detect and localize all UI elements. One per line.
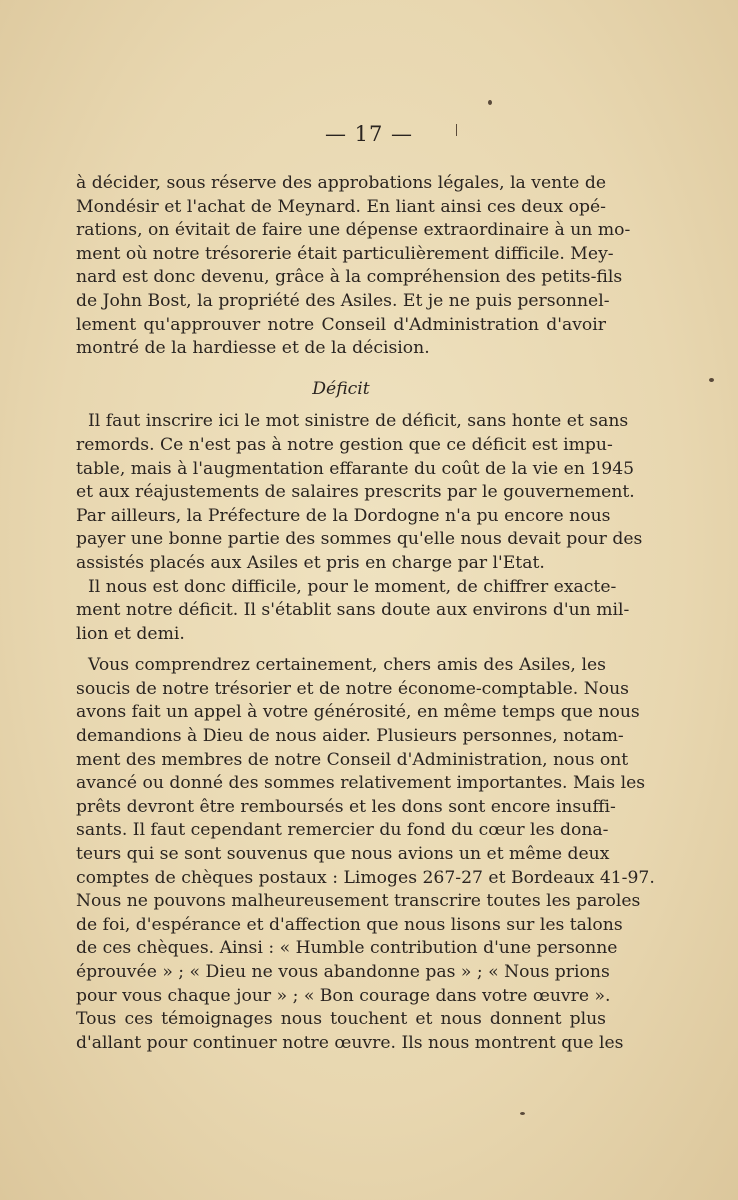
- text-line: de ces chèques. Ainsi : « Humble contribution d'une personne: [76, 938, 618, 959]
- section-heading: Déficit: [312, 378, 370, 399]
- text-line: d'allant pour continuer notre œuvre. Ils nous montrent que les: [76, 1032, 624, 1053]
- text-line: assistés placés aux Asiles et pris en charge par l'Etat.: [76, 552, 545, 573]
- text-line: payer une bonne partie des sommes qu'elle nous devait pour des: [76, 529, 643, 550]
- paragraph: [76, 410, 643, 575]
- text-line: lement qu'approuver notre Conseil d'Administration d'avoir: [76, 314, 606, 335]
- text-line: Il nous est donc difficile, pour le moment, de chiffrer exacte-: [88, 576, 617, 597]
- text-line: pour vous chaque jour » ; « Bon courage dans votre œuvre ».: [76, 985, 611, 1006]
- ink-speck: [520, 1112, 525, 1115]
- text-line: Par ailleurs, la Préfecture de la Dordogne n'a pu encore nous: [76, 505, 611, 526]
- text-line: ment notre déficit. Il s'établit sans doute aux environs d'un mil-: [76, 600, 630, 621]
- ink-speck: [709, 378, 714, 382]
- text-line: de John Bost, la propriété des Asiles. Et je ne puis personnel-: [76, 290, 610, 311]
- text-line: table, mais à l'augmentation effarante du coût de la vie en 1945: [76, 458, 635, 479]
- text-line: rations, on évitait de faire une dépense extraordinaire à un mo-: [76, 220, 631, 241]
- text-line: teurs qui se sont souvenus que nous avions un et même deux: [76, 844, 610, 865]
- text-line: éprouvée » ; « Dieu ne vous abandonne pas » ; « Nous prions: [76, 962, 610, 982]
- text-line: Mondésir et l'achat de Meynard. En liant ainsi ces deux opé-: [76, 196, 606, 217]
- text-line: à décider, sous réserve des approbations légales, la vente de: [76, 173, 606, 193]
- text-line: Vous comprendrez certainement, chers amis des Asiles, les: [88, 655, 606, 676]
- paragraph: [76, 654, 655, 1055]
- text-line: comptes de chèques postaux : Limoges 267-27 et Bordeaux 41-97.: [76, 867, 655, 888]
- text-line: montré de la hardiesse et de la décision.: [76, 338, 430, 359]
- text-line: Il faut inscrire ici le mot sinistre de déficit, sans honte et sans: [88, 411, 629, 432]
- text-line: sants. Il faut cependant remercier du fond du cœur les dona-: [76, 820, 609, 841]
- page-number: — 17 —: [324, 122, 414, 146]
- body-text: [76, 172, 655, 1055]
- text-line: demandions à Dieu de nous aider. Plusieurs personnes, notam-: [76, 726, 624, 747]
- text-line: lion et demi.: [76, 623, 185, 644]
- text-line: ment où notre trésorerie était particulièrement difficile. Mey-: [76, 243, 614, 264]
- text-line: prêts devront être remboursés et les dons sont encore insuffi-: [76, 796, 616, 817]
- ink-speck: [488, 100, 492, 105]
- text-line: nard est donc devenu, grâce à la compréhension des petits-fils: [76, 267, 623, 288]
- text-line: Nous ne pouvons malheureusement transcrire toutes les paroles: [76, 891, 641, 912]
- paragraph: [76, 172, 631, 361]
- paragraph: [76, 576, 630, 647]
- text-line: soucis de notre trésorier et de notre économe-comptable. Nous: [76, 678, 629, 699]
- text-line: Tous ces témoignages nous touchent et nous donnent plus: [76, 1009, 606, 1030]
- text-line: ment des membres de notre Conseil d'Administration, nous ont: [76, 749, 629, 770]
- text-line: avons fait un appel à votre générosité, en même temps que nous: [76, 702, 640, 723]
- text-line: et aux réajustements de salaires prescrits par le gouvernement.: [76, 482, 635, 503]
- text-line: avancé ou donné des sommes relativement importantes. Mais les: [76, 773, 646, 794]
- text-line: de foi, d'espérance et d'affection que nous lisons sur les talons: [76, 914, 623, 935]
- paragraph-gap: [76, 646, 606, 654]
- text-line: remords. Ce n'est pas à notre gestion que ce déficit est impu-: [76, 434, 613, 455]
